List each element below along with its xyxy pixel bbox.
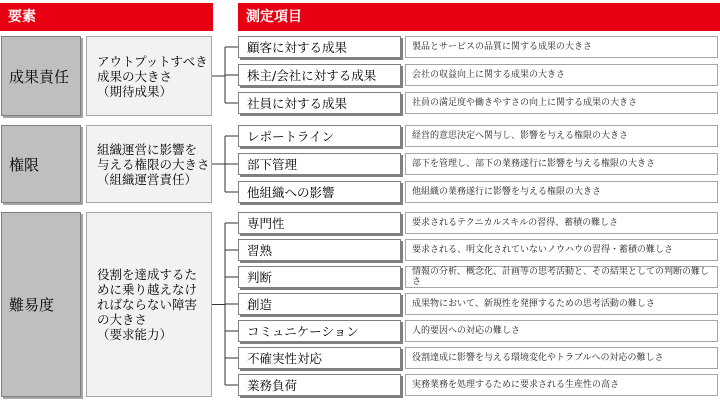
- category-description: 役割を達成するた めに乗り越えなけ ればならない障害 の大きさ （要求能力）: [86, 212, 212, 397]
- header-measurement-items: 測定項目: [238, 3, 720, 31]
- measurement-item: 業務負荷: [238, 374, 401, 396]
- measurement-item: 専門性: [238, 212, 401, 234]
- category-description: 組織運営に影響を 与える権限の大きさ （組織運営責任）: [86, 125, 212, 203]
- measurement-item: 他組織への影響: [238, 181, 401, 203]
- measurement-description: 要求される、明文化されていないノウハウの習得・蓄積の難しさ: [405, 239, 718, 261]
- measurement-item: 社員に対する成果: [238, 92, 401, 114]
- measurement-description: 実務業務を処理するために要求される生産性の高さ: [405, 374, 718, 396]
- measurement-description: 情報の分析、概念化、計画等の思考活動と、その結果としての判断の難しさ: [405, 266, 718, 288]
- category-description: アウトプットすべき 成果の大きさ （期待成果）: [86, 36, 212, 116]
- category-authority: 権限: [1, 125, 81, 203]
- measurement-item: コミュニケーション: [238, 320, 401, 342]
- category-difficulty: 難易度: [1, 212, 81, 397]
- category-results-responsibility: 成果責任: [1, 36, 81, 116]
- measurement-description: 他組織の業務遂行に影響を与える権限の大きさ: [405, 181, 718, 203]
- measurement-description: 経営的意思決定へ関与し、影響を与える権限の大きさ: [405, 125, 718, 147]
- measurement-item: レポートライン: [238, 125, 401, 147]
- measurement-description: 会社の収益向上に関する成果の大きさ: [405, 64, 718, 86]
- measurement-description: 部下を管理し、部下の業務遂行に影響を与える権限の大きさ: [405, 153, 718, 175]
- measurement-description: 製品とサービスの品質に関する成果の大きさ: [405, 36, 718, 58]
- measurement-item: 部下管理: [238, 153, 401, 175]
- measurement-item: 不確実性対応: [238, 347, 401, 369]
- measurement-item: 株主/会社に対する成果: [238, 64, 401, 86]
- measurement-item: 顧客に対する成果: [238, 36, 401, 58]
- measurement-description: 役割達成に影響を与える環境変化やトラブルへの対応の難しさ: [405, 347, 718, 369]
- measurement-description: 社員の満足度や働きやすさの向上に関する成果の大きさ: [405, 92, 718, 114]
- measurement-description: 要求されるテクニカルスキルの習得、蓄積の難しさ: [405, 212, 718, 234]
- header-element: 要素: [0, 3, 213, 31]
- measurement-item: 判断: [238, 266, 401, 288]
- measurement-description: 成果物において、新規性を発揮するための思考活動の難しさ: [405, 293, 718, 315]
- measurement-item: 習熟: [238, 239, 401, 261]
- measurement-item: 創造: [238, 293, 401, 315]
- measurement-description: 人的要因への対応の難しさ: [405, 320, 718, 342]
